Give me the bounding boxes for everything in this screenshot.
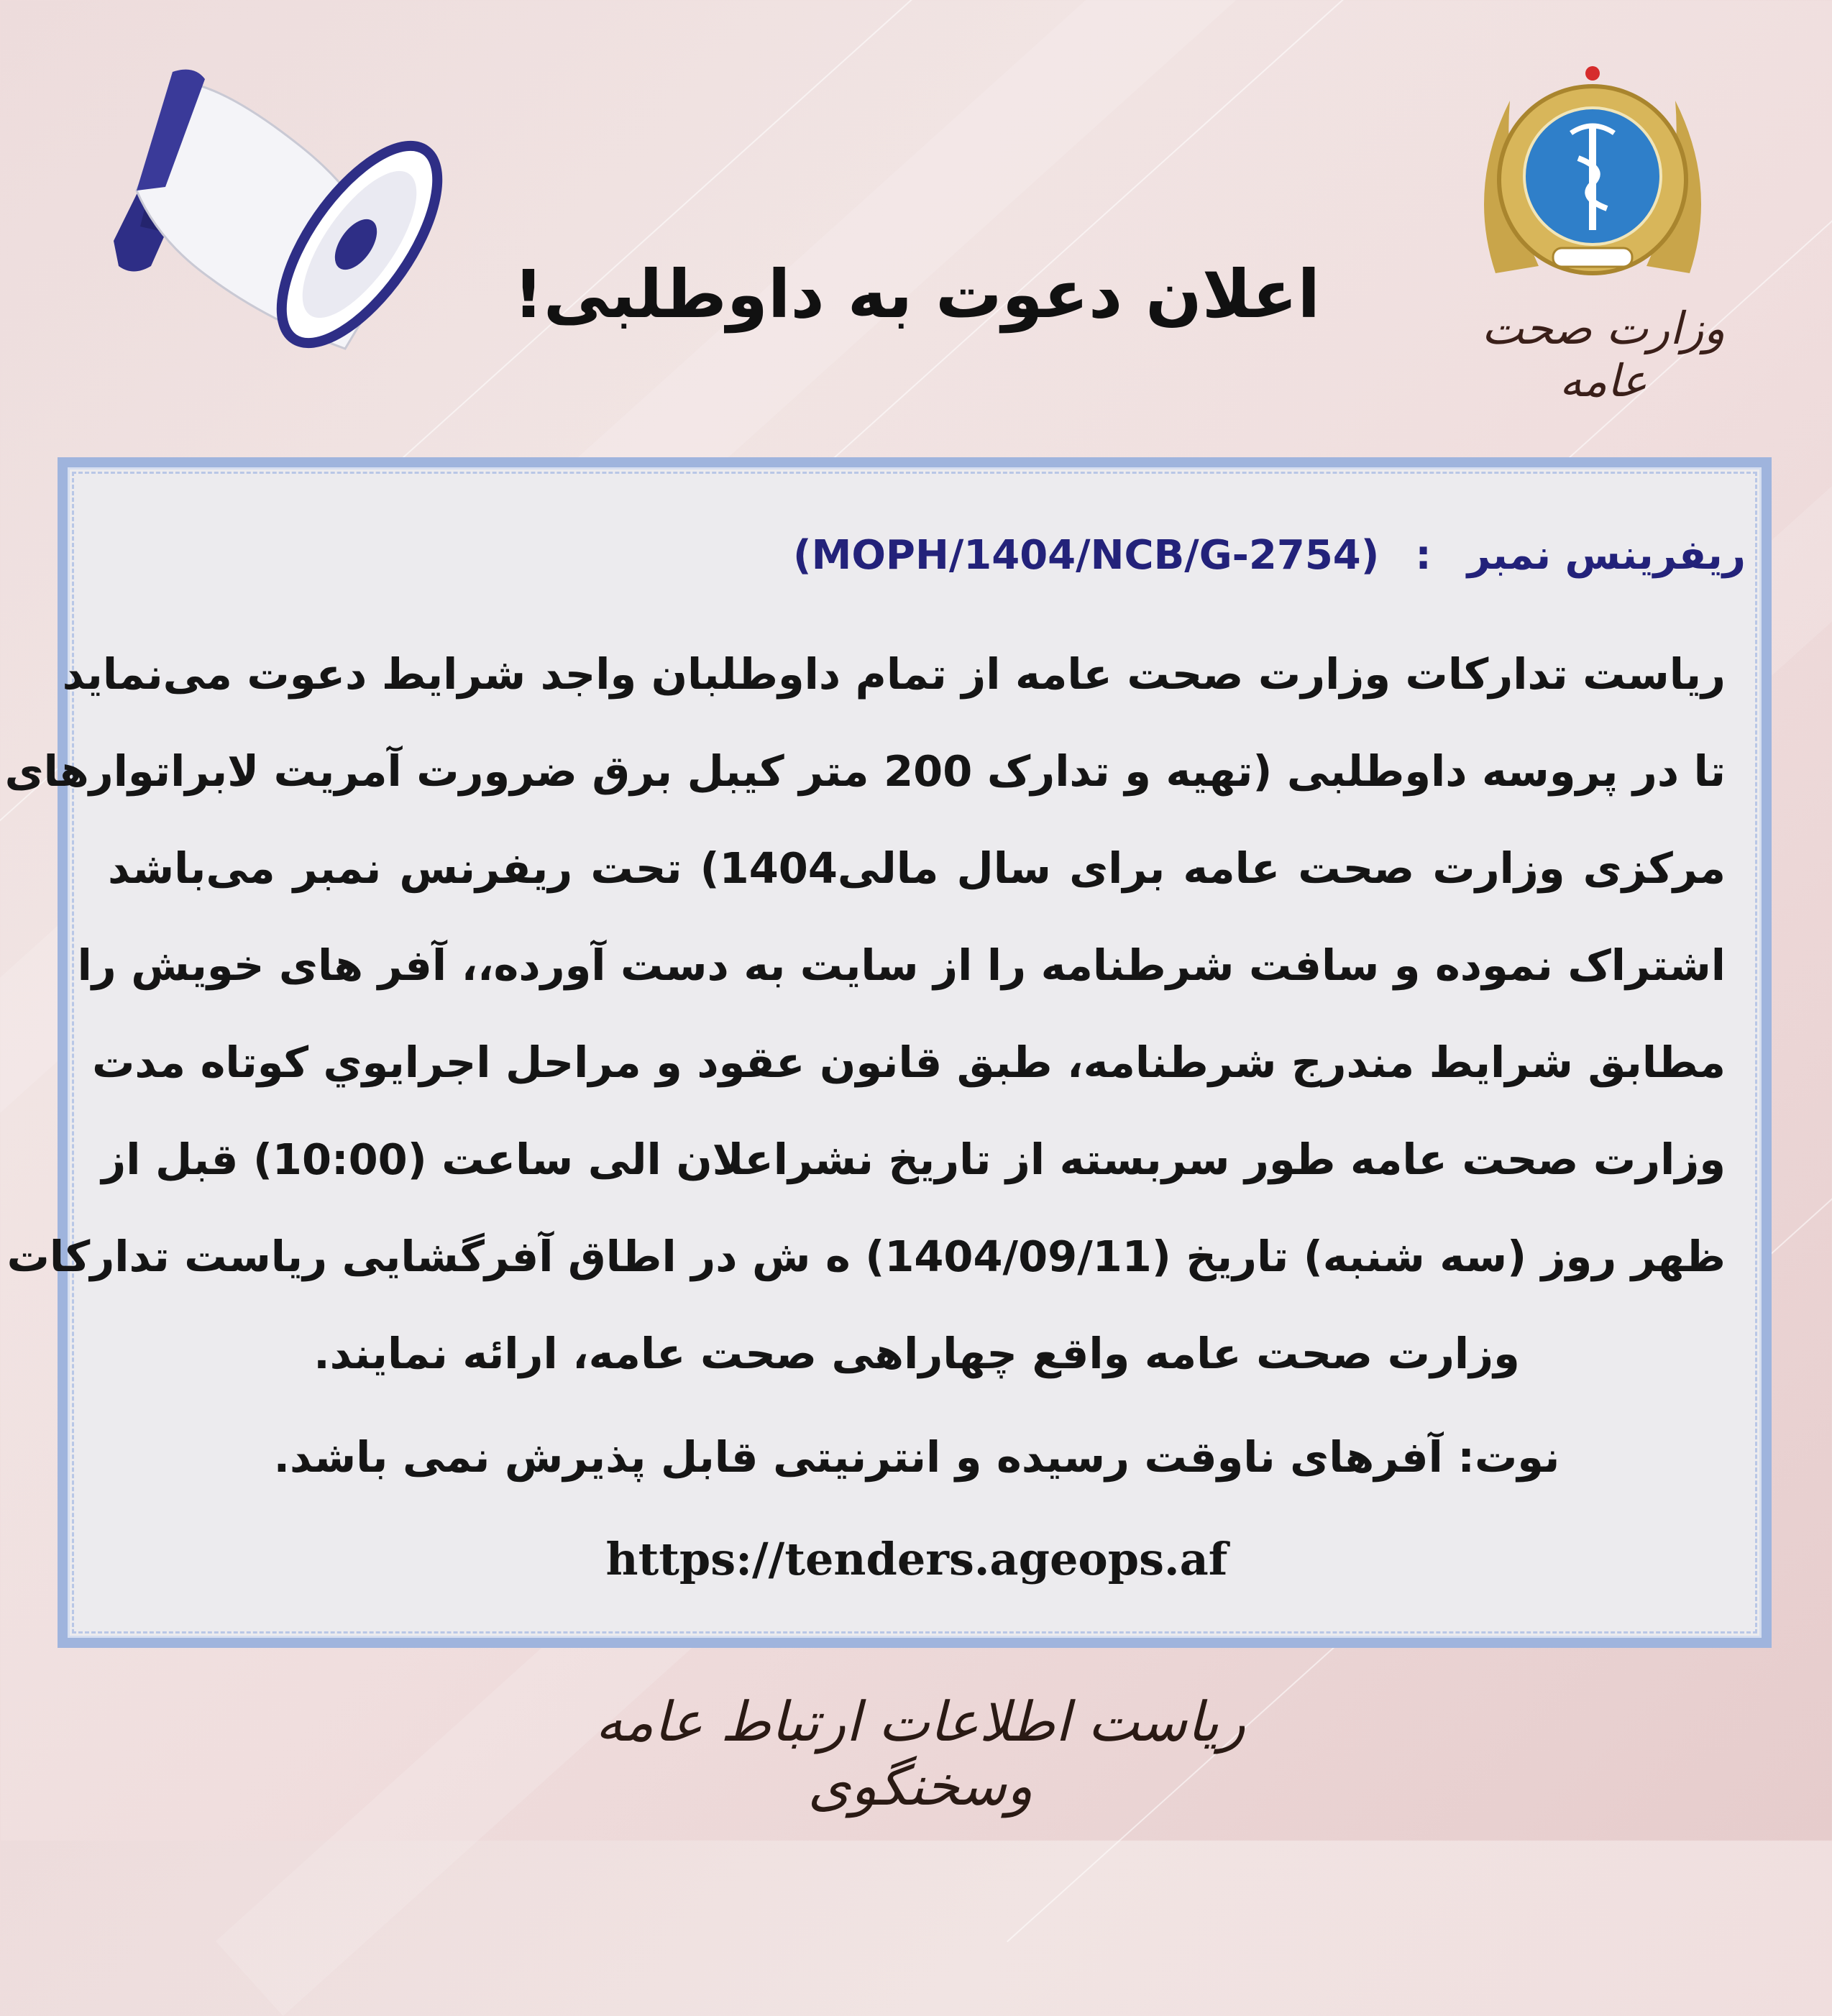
body-line: ظهر روز (سه شنبه) تاریخ (1404/09/11) ه ش در اطاق آفرگشایی ریاست تدارکات [6, 1232, 1726, 1281]
body-line: مرکزی وزارت صحت عامه برای سال مالی1404) تحت ریفرنس نمبر می‌باشد [108, 843, 1726, 893]
reference-number: (MOPH/1404/NCB/G-2754) [793, 532, 1380, 579]
ministry-seal-logo [1474, 58, 1711, 302]
ministry-calligraphy: وزارت صحت عامه [1481, 302, 1726, 407]
reference-line [793, 532, 1746, 579]
announcement-body [4, 626, 1726, 1402]
reference-label: ریفرینس نمبر [1467, 532, 1746, 579]
note-text: نوت: آفرهای ناوقت رسیده و انترنیتی قابل پذیرش نمی باشد. [273, 1432, 1560, 1482]
tenders-url-link[interactable]: https://tenders.ageops.af [605, 1533, 1228, 1585]
body-line: مطابق شرایط مندرج شرطنامه، طبق قانون عقود و مراحل اجرایوي کوتاه مدت [92, 1037, 1726, 1087]
body-line: ریاست تدارکات وزارت صحت عامه از تمام داوطلبان واجد شرایط دعوت می‌نماید [62, 649, 1726, 699]
body-line: وزارت صحت عامه واقع چهاراهی صحت عامه، ارائه نمایند. [313, 1329, 1520, 1378]
body-line: اشتراک نموده و سافت شرطنامه را از سایت به دست آورده،، آفر های خویش را [77, 940, 1726, 990]
body-line: تا در پروسه داوطلبی (تهیه و تدارک 200 متر کیبل برق ضرورت آمریت لابراتوارهای [4, 746, 1726, 796]
page-title: اعلان دعوت به داوطلبی! [513, 256, 1321, 333]
megaphone-icon [86, 61, 460, 392]
footer-calligraphy: ریاست اطلاعات ارتباط عامه وسخنگوی [595, 1690, 1246, 1818]
body-line: وزارت صحت عامه طور سربسته از تاریخ نشراعلان الی ساعت (10:00) قبل از [101, 1135, 1726, 1184]
reference-separator: : [1415, 532, 1432, 579]
